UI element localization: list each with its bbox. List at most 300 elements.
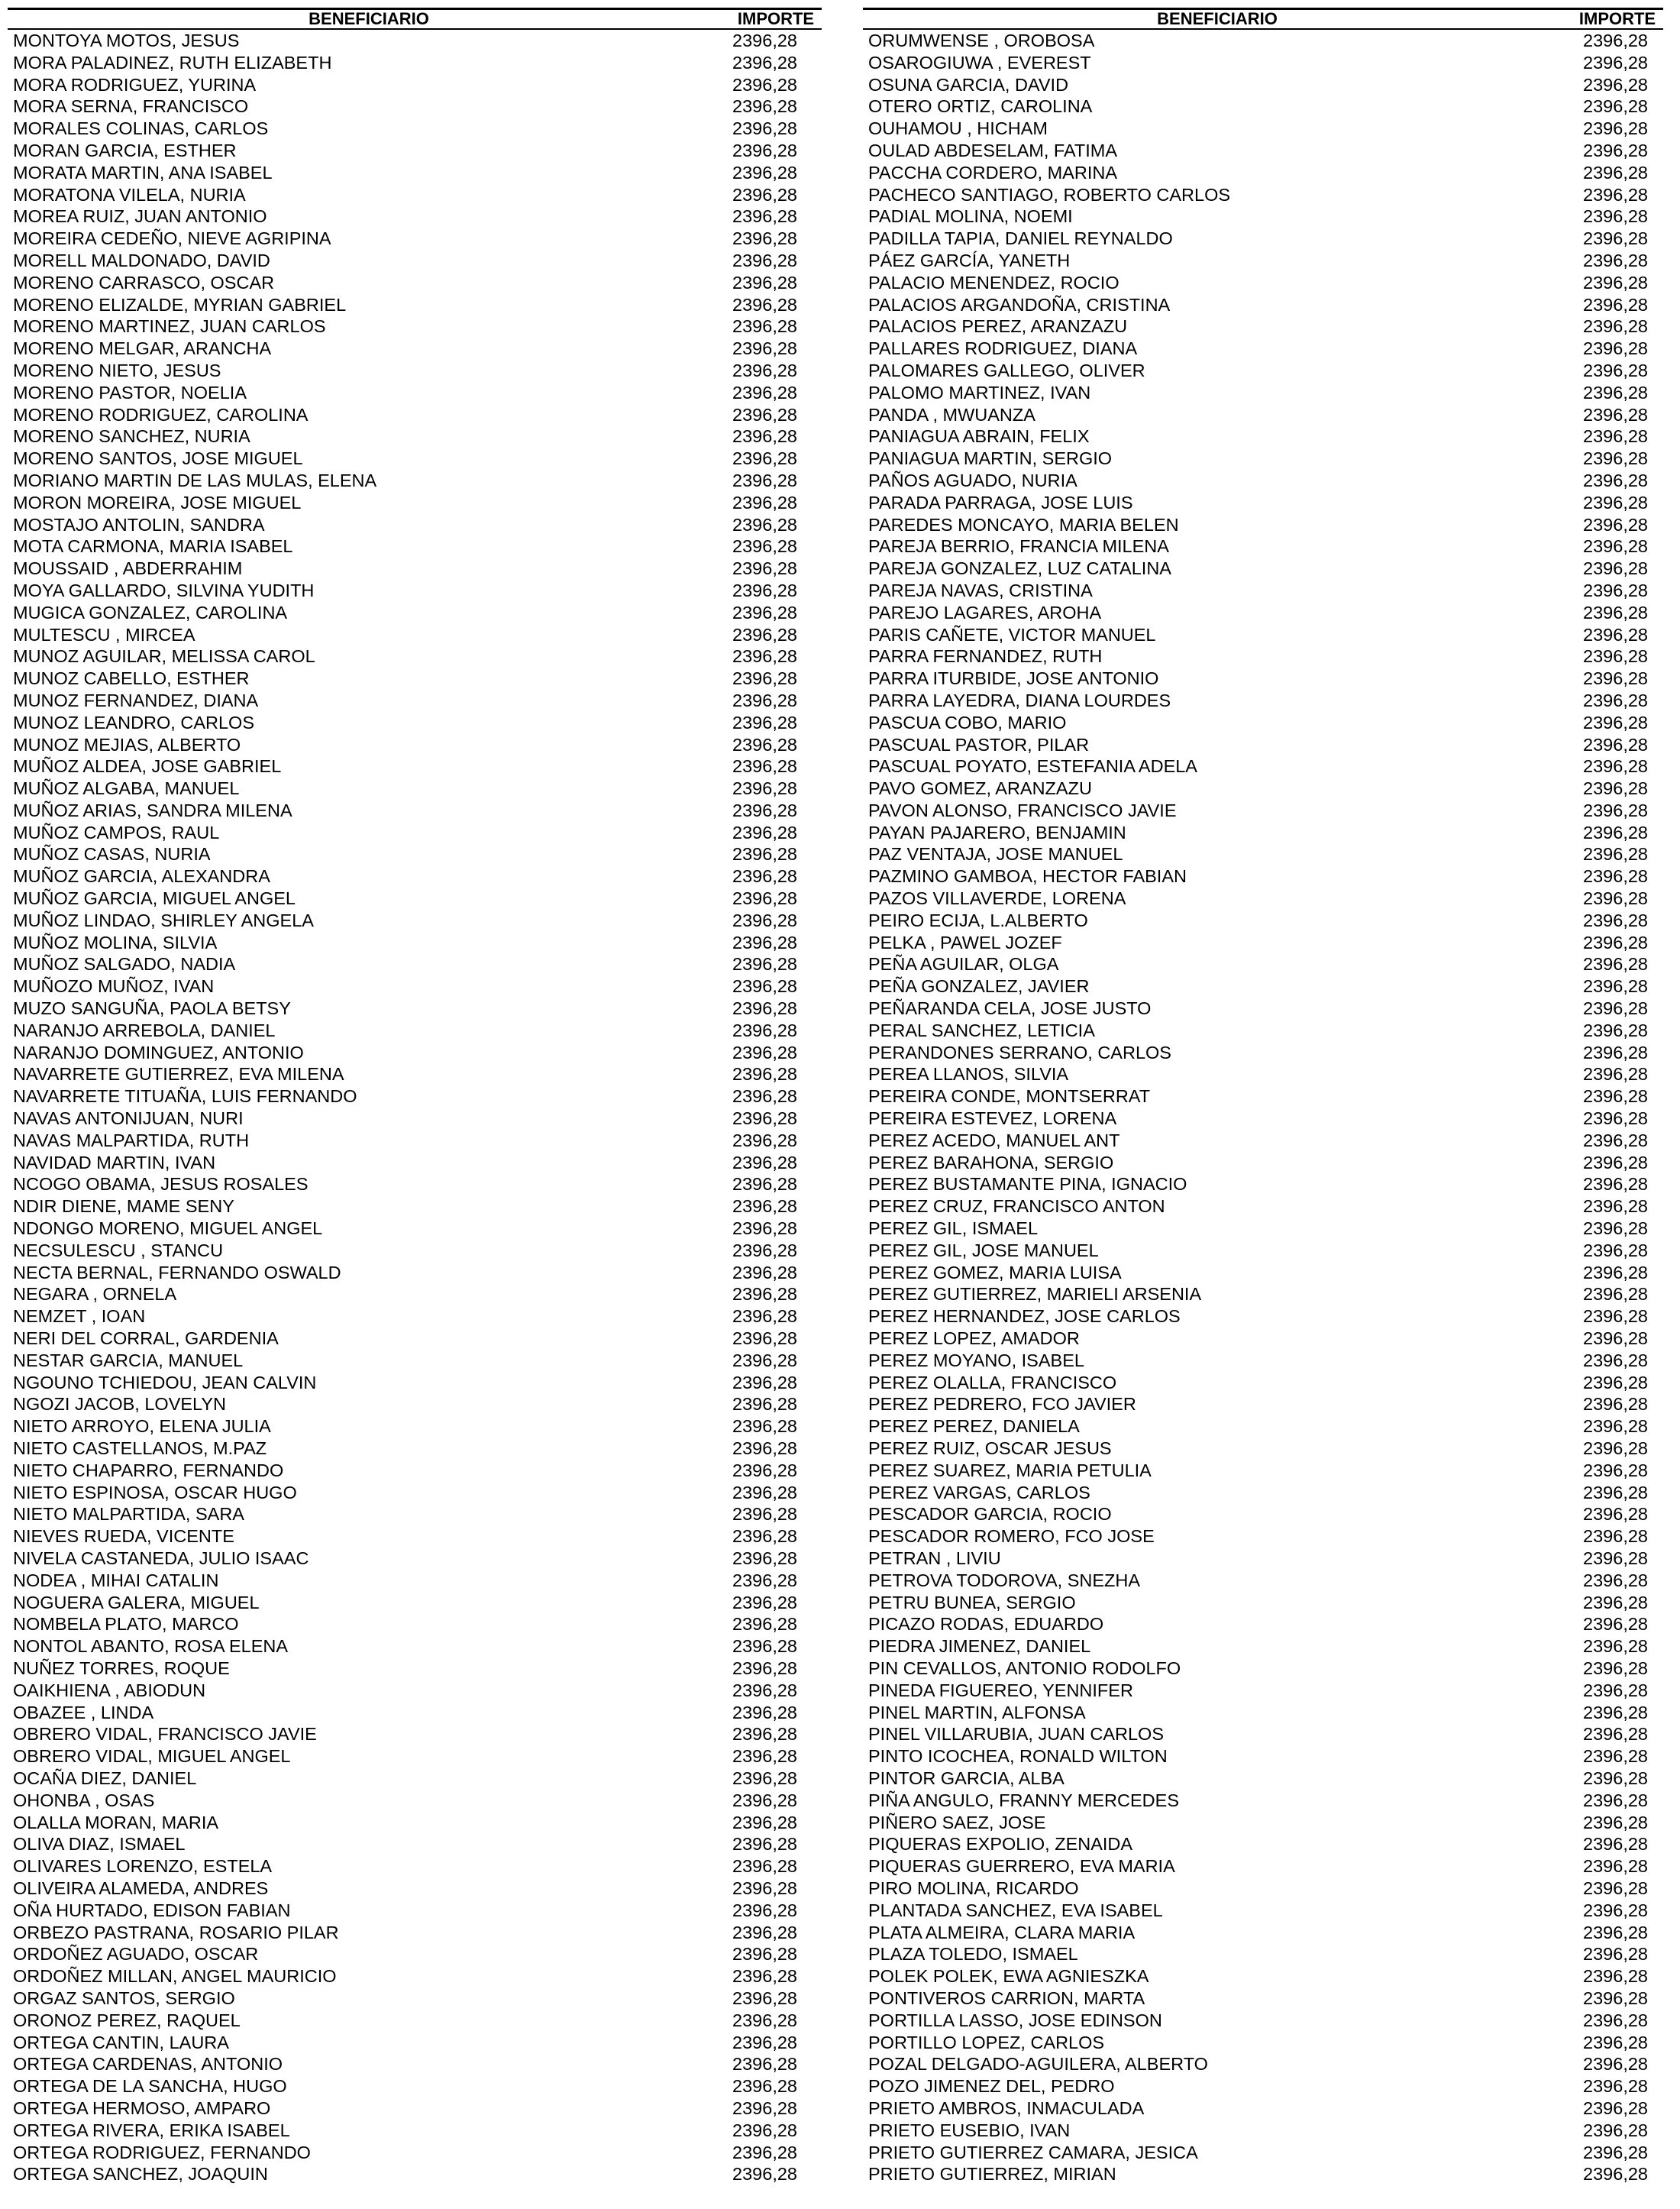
beneficiary-name: NAVAS MALPARTIDA, RUTH bbox=[13, 1130, 250, 1150]
table-row bbox=[8, 2010, 822, 2032]
table-row bbox=[863, 425, 1663, 448]
table-row bbox=[8, 1328, 822, 1350]
table-row bbox=[8, 1372, 822, 1394]
table-row bbox=[8, 1195, 822, 1218]
beneficiary-name: NIVELA CASTANEDA, JULIO ISAAC bbox=[13, 1548, 309, 1568]
table-row bbox=[8, 1812, 822, 1834]
amount-value: 2396,28 bbox=[1583, 954, 1648, 975]
amount-value: 2396,28 bbox=[732, 1152, 797, 1172]
table-row bbox=[863, 1943, 1663, 1965]
beneficiary-name: MUNOZ LEANDRO, CARLOS bbox=[13, 712, 254, 733]
amount-value: 2396,28 bbox=[732, 1108, 797, 1129]
beneficiary-name: PELKA , PAWEL JOZEF bbox=[868, 932, 1062, 952]
table-row bbox=[863, 514, 1663, 536]
amount-value: 2396,28 bbox=[732, 2120, 797, 2140]
amount-value: 2396,28 bbox=[1583, 1856, 1648, 1877]
amount-value: 2396,28 bbox=[732, 2054, 797, 2075]
amount-value: 2396,28 bbox=[732, 1416, 797, 1437]
beneficiary-name: ORTEGA HERMOSO, AMPARO bbox=[13, 2097, 271, 2118]
table-row bbox=[863, 52, 1663, 74]
beneficiary-name: PESCADOR GARCIA, ROCIO bbox=[868, 1504, 1112, 1525]
table-row bbox=[863, 1042, 1663, 1064]
beneficiary-name: MUÑOZ MOLINA, SILVIA bbox=[13, 932, 218, 952]
table-row bbox=[8, 975, 822, 998]
beneficiary-name: MORELL MALDONADO, DAVID bbox=[13, 250, 270, 270]
amount-value: 2396,28 bbox=[732, 1482, 797, 1502]
beneficiary-name: PETRAN , LIVIU bbox=[868, 1548, 1001, 1568]
table-row bbox=[8, 272, 822, 294]
beneficiary-name: PEREZ GIL, JOSE MANUEL bbox=[868, 1240, 1099, 1260]
amount-value: 2396,28 bbox=[1583, 844, 1648, 865]
table-row bbox=[863, 1900, 1663, 1922]
amount-value: 2396,28 bbox=[1583, 1130, 1648, 1150]
amount-value: 2396,28 bbox=[732, 1856, 797, 1877]
table-row bbox=[863, 1855, 1663, 1877]
table-row bbox=[8, 404, 822, 426]
beneficiary-name: PALOMO MARTINEZ, IVAN bbox=[868, 382, 1091, 403]
amount-value: 2396,28 bbox=[732, 1394, 797, 1415]
beneficiary-name: OLIVA DIAZ, ISMAEL bbox=[13, 1834, 186, 1855]
table-row bbox=[8, 118, 822, 140]
table-row bbox=[8, 535, 822, 558]
amount-value: 2396,28 bbox=[732, 646, 797, 667]
amount-value: 2396,28 bbox=[732, 1724, 797, 1745]
amount-value: 2396,28 bbox=[1583, 492, 1648, 513]
amount-value: 2396,28 bbox=[1583, 426, 1648, 447]
amount-value: 2396,28 bbox=[732, 1130, 797, 1150]
table-row bbox=[8, 1680, 822, 1702]
beneficiary-name: MOUSSAID , ABDERRAHIM bbox=[13, 558, 243, 579]
beneficiary-name: PEREZ MOYANO, ISABEL bbox=[868, 1350, 1084, 1370]
beneficiary-name: PARRA ITURBIDE, JOSE ANTONIO bbox=[868, 668, 1159, 689]
amount-value: 2396,28 bbox=[1583, 1877, 1648, 1898]
amount-value: 2396,28 bbox=[1583, 31, 1648, 50]
beneficiary-name: OUHAMOU , HICHAM bbox=[868, 118, 1048, 139]
amount-value: 2396,28 bbox=[1583, 1108, 1648, 1129]
amount-value: 2396,28 bbox=[732, 756, 797, 777]
beneficiary-name: PINTOR GARCIA, ALBA bbox=[868, 1768, 1065, 1788]
beneficiary-name: OBAZEE , LINDA bbox=[13, 1702, 154, 1722]
table-row bbox=[863, 1877, 1663, 1900]
table-row bbox=[863, 1283, 1663, 1305]
beneficiary-name: PICAZO RODAS, EDUARDO bbox=[868, 1614, 1104, 1635]
beneficiary-name: NEMZET , IOAN bbox=[13, 1306, 146, 1327]
beneficiary-name: NOMBELA PLATO, MARCO bbox=[13, 1614, 239, 1635]
amount-value: 2396,28 bbox=[732, 2076, 797, 2097]
beneficiary-name: PIEDRA JIMENEZ, DANIEL bbox=[868, 1636, 1091, 1657]
amount-value: 2396,28 bbox=[732, 426, 797, 447]
amount-value: 2396,28 bbox=[732, 976, 797, 997]
table-row bbox=[863, 404, 1663, 426]
beneficiary-name: MORATA MARTIN, ANA ISABEL bbox=[13, 162, 273, 183]
amount-value: 2396,28 bbox=[732, 1218, 797, 1239]
table-row bbox=[863, 2163, 1663, 2185]
beneficiary-name: MORENO NIETO, JESUS bbox=[13, 360, 221, 380]
amount-value: 2396,28 bbox=[1583, 1328, 1648, 1349]
amount-value: 2396,28 bbox=[732, 580, 797, 600]
beneficiary-name: ORBEZO PASTRANA, ROSARIO PILAR bbox=[13, 1922, 339, 1942]
table-row bbox=[8, 1482, 822, 1504]
beneficiary-name: NESTAR GARCIA, MANUEL bbox=[13, 1350, 244, 1370]
table-row bbox=[863, 250, 1663, 272]
amount-value: 2396,28 bbox=[1583, 1790, 1648, 1810]
beneficiary-name: PETRU BUNEA, SERGIO bbox=[868, 1592, 1076, 1612]
amount-value: 2396,28 bbox=[1583, 1636, 1648, 1657]
beneficiary-name: NDIR DIENE, MAME SENY bbox=[13, 1196, 234, 1217]
amount-value: 2396,28 bbox=[1583, 2120, 1648, 2140]
beneficiary-name: ORTEGA SANCHEZ, JOAQUIN bbox=[13, 2164, 268, 2185]
beneficiary-name: NECSULESCU , STANCU bbox=[13, 1240, 224, 1260]
amount-value: 2396,28 bbox=[1583, 1306, 1648, 1327]
amount-value: 2396,28 bbox=[1583, 1966, 1648, 1987]
beneficiary-name: MOREIRA CEDEÑO, NIEVE AGRIPINA bbox=[13, 228, 331, 249]
amount-value: 2396,28 bbox=[1583, 756, 1648, 777]
table-row bbox=[8, 558, 822, 580]
beneficiary-name: PLANTADA SANCHEZ, EVA ISABEL bbox=[868, 1900, 1163, 1920]
beneficiary-name: MOYA GALLARDO, SILVINA YUDITH bbox=[13, 580, 315, 600]
table-row bbox=[863, 162, 1663, 184]
table-row bbox=[8, 843, 822, 865]
table-row bbox=[863, 690, 1663, 712]
table-row bbox=[8, 162, 822, 184]
amount-value: 2396,28 bbox=[732, 1877, 797, 1898]
table-row bbox=[863, 1195, 1663, 1218]
beneficiary-name: PEREZ VARGAS, CARLOS bbox=[868, 1482, 1090, 1502]
amount-value: 2396,28 bbox=[732, 1438, 797, 1458]
amount-value: 2396,28 bbox=[1583, 1372, 1648, 1392]
beneficiary-name: ORTEGA DE LA SANCHA, HUGO bbox=[13, 2076, 287, 2097]
table-row bbox=[8, 1658, 822, 1680]
amount-value: 2396,28 bbox=[732, 1064, 797, 1085]
amount-value: 2396,28 bbox=[732, 910, 797, 930]
table-row bbox=[863, 2075, 1663, 2097]
table-row bbox=[863, 1262, 1663, 1284]
beneficiary-name: PIÑERO SAEZ, JOSE bbox=[868, 1812, 1046, 1832]
amount-value: 2396,28 bbox=[1583, 910, 1648, 930]
table-row bbox=[863, 1328, 1663, 1350]
table-row bbox=[863, 2120, 1663, 2142]
beneficiary-name: ORTEGA CANTIN, LAURA bbox=[13, 2032, 229, 2052]
table-row bbox=[8, 690, 822, 712]
beneficiary-name: NAVIDAD MARTIN, IVAN bbox=[13, 1152, 216, 1172]
beneficiary-name: PEREZ GOMEZ, MARIA LUISA bbox=[868, 1262, 1122, 1282]
beneficiary-name: PINEL MARTIN, ALFONSA bbox=[868, 1702, 1086, 1722]
beneficiary-name: MORENO MARTINEZ, JUAN CARLOS bbox=[13, 316, 326, 337]
table-row bbox=[863, 2010, 1663, 2032]
table-row bbox=[863, 1658, 1663, 1680]
beneficiary-name: MORIANO MARTIN DE LAS MULAS, ELENA bbox=[13, 470, 377, 490]
table-row bbox=[8, 668, 822, 690]
table-row bbox=[8, 1525, 822, 1548]
amount-value: 2396,28 bbox=[732, 140, 797, 160]
amount-value: 2396,28 bbox=[732, 382, 797, 403]
table-row bbox=[863, 1460, 1663, 1482]
amount-value: 2396,28 bbox=[732, 778, 797, 799]
table-row bbox=[863, 1525, 1663, 1548]
amount-value: 2396,28 bbox=[1583, 52, 1648, 73]
amount-value: 2396,28 bbox=[732, 1592, 797, 1612]
beneficiary-name: PANIAGUA MARTIN, SERGIO bbox=[868, 448, 1113, 469]
amount-value: 2396,28 bbox=[732, 998, 797, 1019]
amount-value: 2396,28 bbox=[1583, 1152, 1648, 1172]
beneficiary-name: NGOUNO TCHIEDOU, JEAN CALVIN bbox=[13, 1372, 317, 1392]
amount-value: 2396,28 bbox=[732, 1680, 797, 1700]
table-row bbox=[863, 1812, 1663, 1834]
table-row bbox=[863, 778, 1663, 800]
amount-value: 2396,28 bbox=[732, 1042, 797, 1062]
table-row bbox=[8, 1173, 822, 1195]
table-row bbox=[8, 1790, 822, 1812]
amount-value: 2396,28 bbox=[1583, 998, 1648, 1019]
beneficiary-name: PINEDA FIGUEREO, YENNIFER bbox=[868, 1680, 1133, 1700]
amount-value: 2396,28 bbox=[732, 2010, 797, 2030]
table-body bbox=[8, 30, 822, 2185]
amount-value: 2396,28 bbox=[732, 514, 797, 535]
table-row bbox=[8, 1570, 822, 1592]
table-row bbox=[8, 602, 822, 624]
table-row bbox=[863, 1548, 1663, 1570]
amount-value: 2396,28 bbox=[1583, 1262, 1648, 1282]
beneficiary-name: PANIAGUA ABRAIN, FELIX bbox=[868, 426, 1090, 447]
amount-value: 2396,28 bbox=[732, 1746, 797, 1767]
table-row bbox=[863, 228, 1663, 250]
table-row bbox=[8, 822, 822, 844]
table-row bbox=[863, 712, 1663, 734]
beneficiary-name: PEREIRA CONDE, MONTSERRAT bbox=[868, 1086, 1151, 1107]
table-row bbox=[8, 1218, 822, 1240]
beneficiary-name: PEREZ LOPEZ, AMADOR bbox=[868, 1328, 1080, 1349]
amount-value: 2396,28 bbox=[732, 1262, 797, 1282]
table-row bbox=[863, 272, 1663, 294]
table-row bbox=[863, 1350, 1663, 1372]
amount-value: 2396,28 bbox=[1583, 1218, 1648, 1239]
amount-value: 2396,28 bbox=[732, 1306, 797, 1327]
table-row bbox=[8, 1152, 822, 1174]
beneficiary-name: NOGUERA GALERA, MIGUEL bbox=[13, 1592, 260, 1612]
amount-value: 2396,28 bbox=[732, 272, 797, 293]
beneficiary-name: PAVON ALONSO, FRANCISCO JAVIE bbox=[868, 800, 1177, 820]
table-row bbox=[863, 1305, 1663, 1328]
table-row bbox=[863, 1152, 1663, 1174]
table-row bbox=[8, 1877, 822, 1900]
beneficiary-name: MUNOZ CABELLO, ESTHER bbox=[13, 668, 250, 689]
beneficiary-name: NAVARRETE GUTIERREZ, EVA MILENA bbox=[13, 1064, 344, 1085]
beneficiary-name: NAVARRETE TITUAÑA, LUIS FERNANDO bbox=[13, 1086, 357, 1107]
beneficiary-name: MUNOZ FERNANDEZ, DIANA bbox=[13, 690, 259, 710]
amount-value: 2396,28 bbox=[1583, 558, 1648, 579]
beneficiary-name: PASCUAL PASTOR, PILAR bbox=[868, 734, 1090, 755]
amount-value: 2396,28 bbox=[1583, 448, 1648, 469]
table-row bbox=[863, 1768, 1663, 1790]
beneficiary-name: MORENO RODRIGUEZ, CAROLINA bbox=[13, 404, 309, 425]
beneficiary-name: OSAROGIUWA , EVEREST bbox=[868, 52, 1091, 73]
amount-value: 2396,28 bbox=[732, 184, 797, 205]
beneficiary-name: PEREIRA ESTEVEZ, LORENA bbox=[868, 1108, 1117, 1129]
amount-value: 2396,28 bbox=[1583, 1196, 1648, 1217]
amount-value: 2396,28 bbox=[1583, 2010, 1648, 2030]
amount-value: 2396,28 bbox=[1583, 250, 1648, 270]
amount-value: 2396,28 bbox=[732, 1460, 797, 1480]
amount-value: 2396,28 bbox=[732, 1350, 797, 1370]
table-row bbox=[863, 1482, 1663, 1504]
beneficiary-name: POLEK POLEK, EWA AGNIESZKA bbox=[868, 1966, 1149, 1987]
beneficiary-name: PORTILLO LOPEZ, CARLOS bbox=[868, 2032, 1105, 2052]
beneficiary-name: MUÑOZ SALGADO, NADIA bbox=[13, 954, 236, 975]
amount-value: 2396,28 bbox=[1583, 822, 1648, 843]
amount-value: 2396,28 bbox=[1583, 1944, 1648, 1965]
table-row bbox=[863, 1702, 1663, 1724]
table-row bbox=[863, 1240, 1663, 1262]
amount-value: 2396,28 bbox=[1583, 1900, 1648, 1920]
amount-value: 2396,28 bbox=[1583, 470, 1648, 490]
header-amount: IMPORTE bbox=[1578, 9, 1656, 28]
table-row bbox=[863, 1415, 1663, 1438]
amount-value: 2396,28 bbox=[732, 954, 797, 975]
table-row bbox=[8, 1723, 822, 1745]
beneficiary-name: MORENO ELIZALDE, MYRIAN GABRIEL bbox=[13, 294, 347, 315]
table-row bbox=[8, 1900, 822, 1922]
table-row bbox=[863, 624, 1663, 646]
table-row bbox=[863, 1790, 1663, 1812]
table-row bbox=[863, 1723, 1663, 1745]
beneficiary-name: NIEVES RUEDA, VICENTE bbox=[13, 1526, 234, 1547]
amount-value: 2396,28 bbox=[732, 74, 797, 95]
beneficiary-name: MORA SERNA, FRANCISCO bbox=[13, 96, 249, 117]
right-column bbox=[863, 8, 1663, 2185]
beneficiary-name: PIÑA ANGULO, FRANNY MERCEDES bbox=[868, 1790, 1179, 1810]
beneficiary-name: MORALES COLINAS, CARLOS bbox=[13, 118, 269, 139]
amount-value: 2396,28 bbox=[732, 690, 797, 710]
table-row bbox=[863, 1680, 1663, 1702]
table-row bbox=[863, 1635, 1663, 1658]
beneficiary-name: MOSTAJO ANTOLIN, SANDRA bbox=[13, 514, 265, 535]
table-row bbox=[8, 52, 822, 74]
table-row bbox=[863, 205, 1663, 228]
beneficiary-name: OBRERO VIDAL, MIGUEL ANGEL bbox=[13, 1746, 291, 1767]
amount-value: 2396,28 bbox=[1583, 118, 1648, 139]
amount-value: 2396,28 bbox=[1583, 1064, 1648, 1085]
table-row bbox=[863, 1020, 1663, 1042]
amount-value: 2396,28 bbox=[732, 1372, 797, 1392]
table-row bbox=[863, 755, 1663, 778]
amount-value: 2396,28 bbox=[732, 1504, 797, 1525]
beneficiary-name: PARADA PARRAGA, JOSE LUIS bbox=[868, 492, 1133, 513]
header-amount: IMPORTE bbox=[737, 9, 815, 28]
amount-value: 2396,28 bbox=[1583, 536, 1648, 557]
beneficiary-name: PESCADOR ROMERO, FCO JOSE bbox=[868, 1526, 1155, 1547]
beneficiary-name: MUZO SANGUÑA, PAOLA BETSY bbox=[13, 998, 291, 1019]
table-row bbox=[8, 1305, 822, 1328]
beneficiary-name: PARRA LAYEDRA, DIANA LOURDES bbox=[868, 690, 1171, 710]
table-row bbox=[8, 2120, 822, 2142]
table-row bbox=[8, 1987, 822, 2010]
beneficiary-name: PEREZ PEREZ, DANIELA bbox=[868, 1416, 1080, 1437]
table-row bbox=[863, 2142, 1663, 2164]
table-row bbox=[8, 2053, 822, 2075]
table-row bbox=[863, 602, 1663, 624]
beneficiary-name: PANDA , MWUANZA bbox=[868, 404, 1035, 425]
amount-value: 2396,28 bbox=[732, 360, 797, 380]
amount-value: 2396,28 bbox=[1583, 888, 1648, 909]
beneficiary-name: MUÑOZ ALGABA, MANUEL bbox=[13, 778, 240, 799]
table-row bbox=[863, 118, 1663, 140]
beneficiary-name: MORENO SANCHEZ, NURIA bbox=[13, 426, 250, 447]
beneficiary-name: NARANJO ARREBOLA, DANIEL bbox=[13, 1020, 276, 1040]
table-row bbox=[863, 140, 1663, 162]
amount-value: 2396,28 bbox=[732, 844, 797, 865]
beneficiary-name: PADIAL MOLINA, NOEMI bbox=[868, 206, 1073, 227]
amount-value: 2396,28 bbox=[732, 932, 797, 952]
beneficiary-name: PORTILLA LASSO, JOSE EDINSON bbox=[868, 2010, 1162, 2030]
table-row bbox=[8, 1922, 822, 1944]
table-row bbox=[863, 448, 1663, 470]
beneficiary-name: OAIKHIENA , ABIODUN bbox=[13, 1680, 206, 1700]
amount-value: 2396,28 bbox=[732, 492, 797, 513]
beneficiary-name: OLIVEIRA ALAMEDA, ANDRES bbox=[13, 1877, 269, 1898]
table-row bbox=[8, 1833, 822, 1855]
amount-value: 2396,28 bbox=[1583, 1020, 1648, 1040]
amount-value: 2396,28 bbox=[1583, 1812, 1648, 1832]
table-row bbox=[8, 2075, 822, 2097]
beneficiary-name: NIETO ARROYO, ELENA JULIA bbox=[13, 1416, 271, 1437]
beneficiary-name: OHONBA , OSAS bbox=[13, 1790, 155, 1810]
table-row bbox=[8, 1350, 822, 1372]
beneficiary-name: POZO JIMENEZ DEL, PEDRO bbox=[868, 2076, 1115, 2097]
table-row bbox=[8, 932, 822, 954]
amount-value: 2396,28 bbox=[1583, 1987, 1648, 2008]
amount-value: 2396,28 bbox=[1583, 1592, 1648, 1612]
amount-value: 2396,28 bbox=[1583, 1658, 1648, 1678]
table-row bbox=[8, 1943, 822, 1965]
amount-value: 2396,28 bbox=[732, 1702, 797, 1722]
beneficiary-name: PEREZ OLALLA, FRANCISCO bbox=[868, 1372, 1117, 1392]
table-row bbox=[863, 1372, 1663, 1394]
beneficiary-name: MUÑOZ CASAS, NURIA bbox=[13, 844, 211, 865]
table-row bbox=[863, 843, 1663, 865]
table-row bbox=[863, 668, 1663, 690]
amount-value: 2396,28 bbox=[1583, 712, 1648, 733]
amount-value: 2396,28 bbox=[732, 470, 797, 490]
table-row bbox=[8, 1965, 822, 1987]
table-row bbox=[863, 294, 1663, 316]
beneficiary-name: ORTEGA CARDENAS, ANTONIO bbox=[13, 2054, 283, 2075]
table-row bbox=[863, 888, 1663, 910]
table-header bbox=[8, 8, 822, 30]
beneficiary-name: PEREZ GUTIERREZ, MARIELI ARSENIA bbox=[868, 1284, 1202, 1305]
table-row bbox=[8, 1438, 822, 1460]
amount-value: 2396,28 bbox=[1583, 602, 1648, 623]
amount-value: 2396,28 bbox=[732, 1086, 797, 1107]
amount-value: 2396,28 bbox=[732, 1790, 797, 1810]
beneficiary-name: NIETO CASTELLANOS, M.PAZ bbox=[13, 1438, 267, 1458]
amount-value: 2396,28 bbox=[732, 1196, 797, 1217]
table-row bbox=[8, 338, 822, 360]
beneficiary-name: PLATA ALMEIRA, CLARA MARIA bbox=[868, 1922, 1136, 1942]
amount-value: 2396,28 bbox=[732, 536, 797, 557]
amount-value: 2396,28 bbox=[732, 2097, 797, 2118]
table-row bbox=[8, 1415, 822, 1438]
amount-value: 2396,28 bbox=[732, 1966, 797, 1987]
beneficiary-name: PALACIO MENENDEZ, ROCIO bbox=[868, 272, 1119, 293]
amount-value: 2396,28 bbox=[1583, 1504, 1648, 1525]
amount-value: 2396,28 bbox=[732, 2142, 797, 2162]
amount-value: 2396,28 bbox=[1583, 2054, 1648, 2075]
table-row bbox=[8, 910, 822, 932]
table-row bbox=[863, 1613, 1663, 1635]
amount-value: 2396,28 bbox=[1583, 316, 1648, 337]
amount-value: 2396,28 bbox=[1583, 1614, 1648, 1635]
amount-value: 2396,28 bbox=[1583, 338, 1648, 359]
